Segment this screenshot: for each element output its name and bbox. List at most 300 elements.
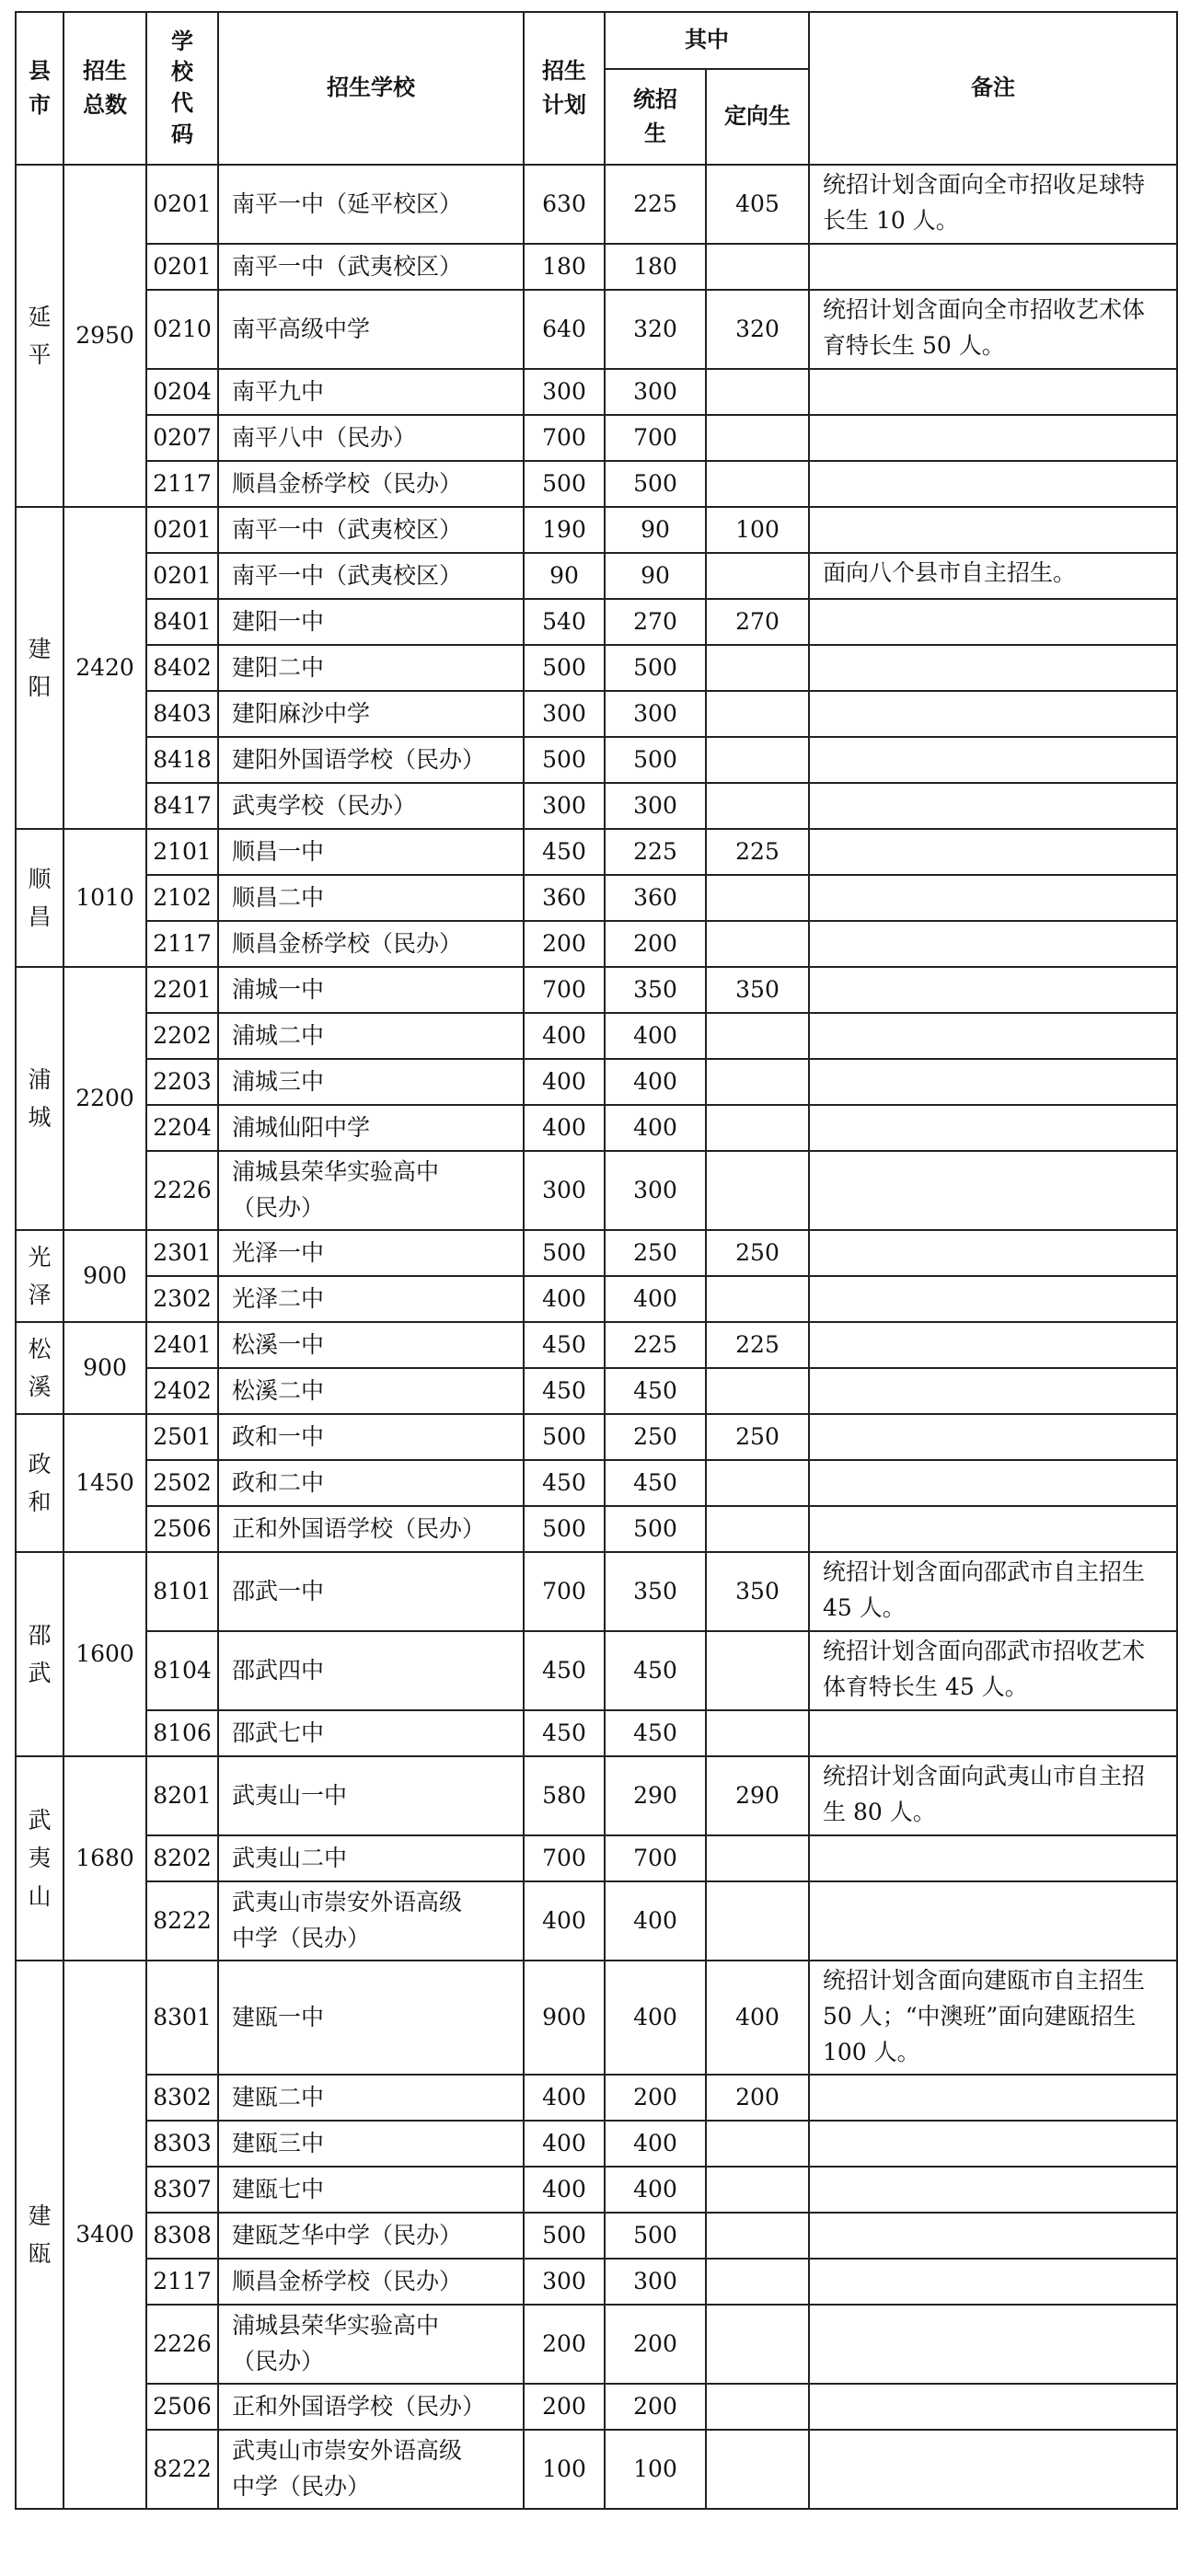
table-row [16, 1631, 1177, 1710]
plan-cell: 400 [524, 1059, 605, 1105]
school-name-cell: 顺昌二中 [218, 875, 524, 921]
unified-cell: 450 [605, 1710, 706, 1756]
table-row [16, 1506, 1177, 1552]
school-name-cell: 武夷学校（民办） [218, 783, 524, 829]
table-row [16, 553, 1177, 599]
table-row [16, 2213, 1177, 2259]
directed-cell [706, 691, 809, 737]
header-unified: 统招 生 [605, 69, 706, 165]
plan-cell: 300 [524, 2259, 605, 2305]
school-code-cell: 0201 [146, 165, 218, 244]
unified-cell: 360 [605, 875, 706, 921]
plan-cell: 200 [524, 2384, 605, 2430]
table-row [16, 1835, 1177, 1881]
school-name-cell: 建瓯一中 [218, 1961, 524, 2075]
county-total-cell: 900 [64, 1322, 146, 1414]
note-cell [809, 967, 1177, 1013]
directed-cell [706, 1835, 809, 1881]
school-name-cell: 南平高级中学 [218, 290, 524, 369]
directed-cell [706, 2430, 809, 2509]
directed-cell [706, 1013, 809, 1059]
table-row [16, 244, 1177, 290]
directed-cell: 250 [706, 1230, 809, 1276]
note-cell [809, 415, 1177, 461]
note-cell: 统招计划含面向建瓯市自主招生 50 人；“中澳班”面向建瓯招生 100 人。 [809, 1961, 1177, 2075]
school-code-cell: 2502 [146, 1460, 218, 1506]
directed-cell: 200 [706, 2075, 809, 2121]
school-name-cell: 顺昌一中 [218, 829, 524, 875]
county-total-cell: 3400 [64, 1961, 146, 2509]
table-row [16, 369, 1177, 415]
unified-cell: 350 [605, 967, 706, 1013]
note-cell [809, 244, 1177, 290]
header-county: 县 市 [16, 12, 64, 165]
school-name-cell: 南平九中 [218, 369, 524, 415]
table-row [16, 1961, 1177, 2075]
school-code-cell: 8308 [146, 2213, 218, 2259]
school-code-cell: 8307 [146, 2167, 218, 2213]
county-total-cell: 1010 [64, 829, 146, 967]
directed-cell: 405 [706, 165, 809, 244]
directed-cell [706, 369, 809, 415]
header-school: 招生学校 [218, 12, 524, 165]
note-cell [809, 2213, 1177, 2259]
county-cell: 政 和 [16, 1414, 64, 1552]
plan-cell: 450 [524, 1460, 605, 1506]
directed-cell [706, 1506, 809, 1552]
school-code-cell: 2506 [146, 1506, 218, 1552]
table-row [16, 1460, 1177, 1506]
school-code-cell: 2203 [146, 1059, 218, 1105]
plan-cell: 700 [524, 415, 605, 461]
unified-cell: 500 [605, 737, 706, 783]
unified-cell: 250 [605, 1414, 706, 1460]
note-cell [809, 737, 1177, 783]
school-code-cell: 2501 [146, 1414, 218, 1460]
school-name-cell: 武夷山二中 [218, 1835, 524, 1881]
directed-cell [706, 1151, 809, 1230]
note-cell: 统招计划含面向武夷山市自主招生 80 人。 [809, 1756, 1177, 1835]
plan-cell: 500 [524, 461, 605, 507]
school-code-cell: 2302 [146, 1276, 218, 1322]
note-cell: 统招计划含面向全市招收足球特长生 10 人。 [809, 165, 1177, 244]
unified-cell: 400 [605, 1276, 706, 1322]
plan-cell: 300 [524, 783, 605, 829]
table-row [16, 829, 1177, 875]
table-row [16, 1368, 1177, 1414]
enrollment-plan-document [15, 11, 1176, 2510]
header-total: 招生 总数 [64, 12, 146, 165]
school-code-cell: 2117 [146, 921, 218, 967]
unified-cell: 700 [605, 1835, 706, 1881]
note-cell [809, 1105, 1177, 1151]
header-school-code: 学 校 代 码 [146, 12, 218, 165]
unified-cell: 200 [605, 2305, 706, 2384]
unified-cell: 100 [605, 2430, 706, 2509]
table-row [16, 1151, 1177, 1230]
directed-cell [706, 737, 809, 783]
school-code-cell: 8106 [146, 1710, 218, 1756]
note-cell [809, 2167, 1177, 2213]
school-code-cell: 8417 [146, 783, 218, 829]
unified-cell: 90 [605, 507, 706, 553]
county-cell: 浦 城 [16, 967, 64, 1230]
school-name-cell: 南平八中（民办） [218, 415, 524, 461]
school-code-cell: 8202 [146, 1835, 218, 1881]
unified-cell: 200 [605, 2075, 706, 2121]
school-code-cell: 8104 [146, 1631, 218, 1710]
note-cell [809, 1276, 1177, 1322]
unified-cell: 300 [605, 1151, 706, 1230]
school-name-cell: 武夷山市崇安外语高级 中学（民办） [218, 2430, 524, 2509]
plan-cell: 90 [524, 553, 605, 599]
school-code-cell: 2201 [146, 967, 218, 1013]
note-cell [809, 1460, 1177, 1506]
note-cell [809, 829, 1177, 875]
unified-cell: 700 [605, 415, 706, 461]
plan-cell: 400 [524, 2167, 605, 2213]
directed-cell [706, 2305, 809, 2384]
plan-cell: 500 [524, 1506, 605, 1552]
table-row [16, 1276, 1177, 1322]
school-name-cell: 建阳二中 [218, 645, 524, 691]
school-code-cell: 8222 [146, 2430, 218, 2509]
school-name-cell: 浦城二中 [218, 1013, 524, 1059]
school-name-cell: 浦城仙阳中学 [218, 1105, 524, 1151]
unified-cell: 250 [605, 1230, 706, 1276]
table-body [16, 165, 1177, 2509]
directed-cell [706, 461, 809, 507]
school-code-cell: 8101 [146, 1552, 218, 1631]
plan-cell: 700 [524, 1835, 605, 1881]
county-total-cell: 2950 [64, 165, 146, 507]
unified-cell: 500 [605, 645, 706, 691]
county-cell: 建 阳 [16, 507, 64, 829]
school-code-cell: 2226 [146, 1151, 218, 1230]
county-cell: 建 瓯 [16, 1961, 64, 2509]
header-directed: 定向生 [706, 69, 809, 165]
school-name-cell: 建阳外国语学校（民办） [218, 737, 524, 783]
school-name-cell: 邵武七中 [218, 1710, 524, 1756]
table-row [16, 461, 1177, 507]
school-name-cell: 建瓯三中 [218, 2121, 524, 2167]
directed-cell [706, 2213, 809, 2259]
county-total-cell: 2420 [64, 507, 146, 829]
directed-cell: 350 [706, 1552, 809, 1631]
directed-cell [706, 645, 809, 691]
plan-cell: 500 [524, 1414, 605, 1460]
county-total-cell: 1450 [64, 1414, 146, 1552]
unified-cell: 200 [605, 921, 706, 967]
table-row [16, 1414, 1177, 1460]
note-cell: 统招计划含面向邵武市自主招生 45 人。 [809, 1552, 1177, 1631]
plan-cell: 900 [524, 1961, 605, 2075]
directed-cell [706, 921, 809, 967]
plan-cell: 500 [524, 1230, 605, 1276]
directed-cell [706, 415, 809, 461]
note-cell [809, 691, 1177, 737]
school-code-cell: 0207 [146, 415, 218, 461]
school-name-cell: 南平一中（武夷校区） [218, 507, 524, 553]
directed-cell [706, 1276, 809, 1322]
table-row [16, 2305, 1177, 2384]
plan-cell: 100 [524, 2430, 605, 2509]
directed-cell [706, 783, 809, 829]
unified-cell: 225 [605, 165, 706, 244]
note-cell [809, 1151, 1177, 1230]
unified-cell: 225 [605, 829, 706, 875]
directed-cell [706, 244, 809, 290]
note-cell [809, 1835, 1177, 1881]
unified-cell: 225 [605, 1322, 706, 1368]
plan-cell: 450 [524, 1710, 605, 1756]
directed-cell: 350 [706, 967, 809, 1013]
plan-cell: 500 [524, 737, 605, 783]
school-name-cell: 正和外国语学校（民办） [218, 1506, 524, 1552]
school-name-cell: 光泽二中 [218, 1276, 524, 1322]
school-name-cell: 邵武一中 [218, 1552, 524, 1631]
school-name-cell: 邵武四中 [218, 1631, 524, 1710]
directed-cell [706, 875, 809, 921]
plan-cell: 400 [524, 1276, 605, 1322]
directed-cell: 100 [706, 507, 809, 553]
table-row [16, 737, 1177, 783]
unified-cell: 500 [605, 461, 706, 507]
directed-cell [706, 553, 809, 599]
county-cell: 邵 武 [16, 1552, 64, 1756]
plan-cell: 400 [524, 2075, 605, 2121]
school-code-cell: 2117 [146, 2259, 218, 2305]
school-name-cell: 浦城三中 [218, 1059, 524, 1105]
note-cell [809, 2259, 1177, 2305]
school-code-cell: 8201 [146, 1756, 218, 1835]
unified-cell: 350 [605, 1552, 706, 1631]
school-name-cell: 浦城县荣华实验高中 （民办） [218, 2305, 524, 2384]
note-cell [809, 1414, 1177, 1460]
note-cell [809, 2384, 1177, 2430]
school-name-cell: 松溪二中 [218, 1368, 524, 1414]
unified-cell: 400 [605, 1059, 706, 1105]
note-cell [809, 2075, 1177, 2121]
unified-cell: 400 [605, 1881, 706, 1961]
school-name-cell: 建阳一中 [218, 599, 524, 645]
plan-cell: 400 [524, 1105, 605, 1151]
directed-cell: 225 [706, 829, 809, 875]
unified-cell: 400 [605, 1013, 706, 1059]
school-name-cell: 建瓯二中 [218, 2075, 524, 2121]
plan-cell: 400 [524, 2121, 605, 2167]
note-cell [809, 2430, 1177, 2509]
table-row [16, 1059, 1177, 1105]
school-name-cell: 建瓯芝华中学（民办） [218, 2213, 524, 2259]
plan-cell: 450 [524, 1368, 605, 1414]
plan-cell: 630 [524, 165, 605, 244]
table-row [16, 1710, 1177, 1756]
directed-cell: 225 [706, 1322, 809, 1368]
school-code-cell: 2402 [146, 1368, 218, 1414]
header-among: 其中 [605, 12, 809, 69]
school-code-cell: 0201 [146, 507, 218, 553]
school-code-cell: 8403 [146, 691, 218, 737]
unified-cell: 180 [605, 244, 706, 290]
table-row [16, 2430, 1177, 2509]
unified-cell: 450 [605, 1631, 706, 1710]
unified-cell: 290 [605, 1756, 706, 1835]
county-cell: 顺 昌 [16, 829, 64, 967]
plan-cell: 540 [524, 599, 605, 645]
directed-cell: 250 [706, 1414, 809, 1460]
school-name-cell: 南平一中（武夷校区） [218, 553, 524, 599]
directed-cell [706, 1059, 809, 1105]
unified-cell: 400 [605, 1961, 706, 2075]
table-row [16, 875, 1177, 921]
school-code-cell: 2204 [146, 1105, 218, 1151]
table-row [16, 2259, 1177, 2305]
table-row [16, 921, 1177, 967]
school-name-cell: 浦城一中 [218, 967, 524, 1013]
note-cell [809, 1059, 1177, 1105]
directed-cell [706, 1710, 809, 1756]
school-name-cell: 顺昌金桥学校（民办） [218, 2259, 524, 2305]
directed-cell [706, 2167, 809, 2213]
directed-cell [706, 1881, 809, 1961]
table-row [16, 599, 1177, 645]
school-code-cell: 8402 [146, 645, 218, 691]
plan-cell: 640 [524, 290, 605, 369]
plan-cell: 200 [524, 2305, 605, 2384]
table-row [16, 967, 1177, 1013]
school-name-cell: 南平一中（延平校区） [218, 165, 524, 244]
enrollment-table [15, 11, 1178, 2510]
table-row [16, 1552, 1177, 1631]
county-total-cell: 2200 [64, 967, 146, 1230]
note-cell [809, 1710, 1177, 1756]
table-row [16, 1230, 1177, 1276]
county-cell: 武 夷 山 [16, 1756, 64, 1961]
school-code-cell: 2506 [146, 2384, 218, 2430]
county-cell: 延 平 [16, 165, 64, 507]
note-cell [809, 783, 1177, 829]
header-note: 备注 [809, 12, 1177, 165]
school-code-cell: 8418 [146, 737, 218, 783]
school-name-cell: 南平一中（武夷校区） [218, 244, 524, 290]
school-name-cell: 政和一中 [218, 1414, 524, 1460]
plan-cell: 700 [524, 967, 605, 1013]
unified-cell: 300 [605, 691, 706, 737]
note-cell [809, 1230, 1177, 1276]
school-name-cell: 武夷山市崇安外语高级 中学（民办） [218, 1881, 524, 1961]
note-cell [809, 2305, 1177, 2384]
note-cell [809, 921, 1177, 967]
unified-cell: 90 [605, 553, 706, 599]
plan-cell: 580 [524, 1756, 605, 1835]
table-row [16, 2167, 1177, 2213]
directed-cell: 290 [706, 1756, 809, 1835]
school-code-cell: 0201 [146, 553, 218, 599]
plan-cell: 450 [524, 1631, 605, 1710]
school-name-cell: 浦城县荣华实验高中 （民办） [218, 1151, 524, 1230]
school-code-cell: 8303 [146, 2121, 218, 2167]
plan-cell: 180 [524, 244, 605, 290]
unified-cell: 400 [605, 2121, 706, 2167]
directed-cell [706, 2259, 809, 2305]
school-code-cell: 2202 [146, 1013, 218, 1059]
note-cell [809, 599, 1177, 645]
note-cell [809, 1368, 1177, 1414]
table-row [16, 1322, 1177, 1368]
school-name-cell: 武夷山一中 [218, 1756, 524, 1835]
county-cell: 光 泽 [16, 1230, 64, 1322]
unified-cell: 500 [605, 1506, 706, 1552]
table-row [16, 2075, 1177, 2121]
plan-cell: 700 [524, 1552, 605, 1631]
school-code-cell: 2226 [146, 2305, 218, 2384]
table-row [16, 165, 1177, 244]
county-cell: 松 溪 [16, 1322, 64, 1414]
county-total-cell: 1680 [64, 1756, 146, 1961]
directed-cell: 400 [706, 1961, 809, 2075]
note-cell [809, 1506, 1177, 1552]
directed-cell [706, 2121, 809, 2167]
directed-cell [706, 1631, 809, 1710]
school-name-cell: 顺昌金桥学校（民办） [218, 461, 524, 507]
unified-cell: 500 [605, 2213, 706, 2259]
directed-cell [706, 2384, 809, 2430]
unified-cell: 270 [605, 599, 706, 645]
note-cell [809, 1322, 1177, 1368]
note-cell [809, 461, 1177, 507]
table-row [16, 2384, 1177, 2430]
school-code-cell: 8401 [146, 599, 218, 645]
directed-cell: 320 [706, 290, 809, 369]
plan-cell: 400 [524, 1013, 605, 1059]
header-plan: 招生 计划 [524, 12, 605, 165]
school-code-cell: 2117 [146, 461, 218, 507]
school-code-cell: 0204 [146, 369, 218, 415]
unified-cell: 300 [605, 783, 706, 829]
school-code-cell: 2102 [146, 875, 218, 921]
note-cell [809, 507, 1177, 553]
county-total-cell: 1600 [64, 1552, 146, 1756]
table-row [16, 2121, 1177, 2167]
directed-cell: 270 [706, 599, 809, 645]
county-total-cell: 900 [64, 1230, 146, 1322]
plan-cell: 200 [524, 921, 605, 967]
unified-cell: 450 [605, 1368, 706, 1414]
note-cell [809, 1881, 1177, 1961]
unified-cell: 400 [605, 1105, 706, 1151]
table-row [16, 1881, 1177, 1961]
school-name-cell: 顺昌金桥学校（民办） [218, 921, 524, 967]
note-cell [809, 875, 1177, 921]
table-row [16, 1756, 1177, 1835]
unified-cell: 400 [605, 2167, 706, 2213]
school-name-cell: 建瓯七中 [218, 2167, 524, 2213]
table-row [16, 1013, 1177, 1059]
unified-cell: 450 [605, 1460, 706, 1506]
table-row [16, 290, 1177, 369]
school-code-cell: 8222 [146, 1881, 218, 1961]
table-header [16, 12, 1177, 165]
plan-cell: 500 [524, 2213, 605, 2259]
school-name-cell: 政和二中 [218, 1460, 524, 1506]
table-row [16, 645, 1177, 691]
school-code-cell: 0201 [146, 244, 218, 290]
table-row [16, 1105, 1177, 1151]
school-code-cell: 8301 [146, 1961, 218, 2075]
plan-cell: 500 [524, 645, 605, 691]
unified-cell: 300 [605, 369, 706, 415]
